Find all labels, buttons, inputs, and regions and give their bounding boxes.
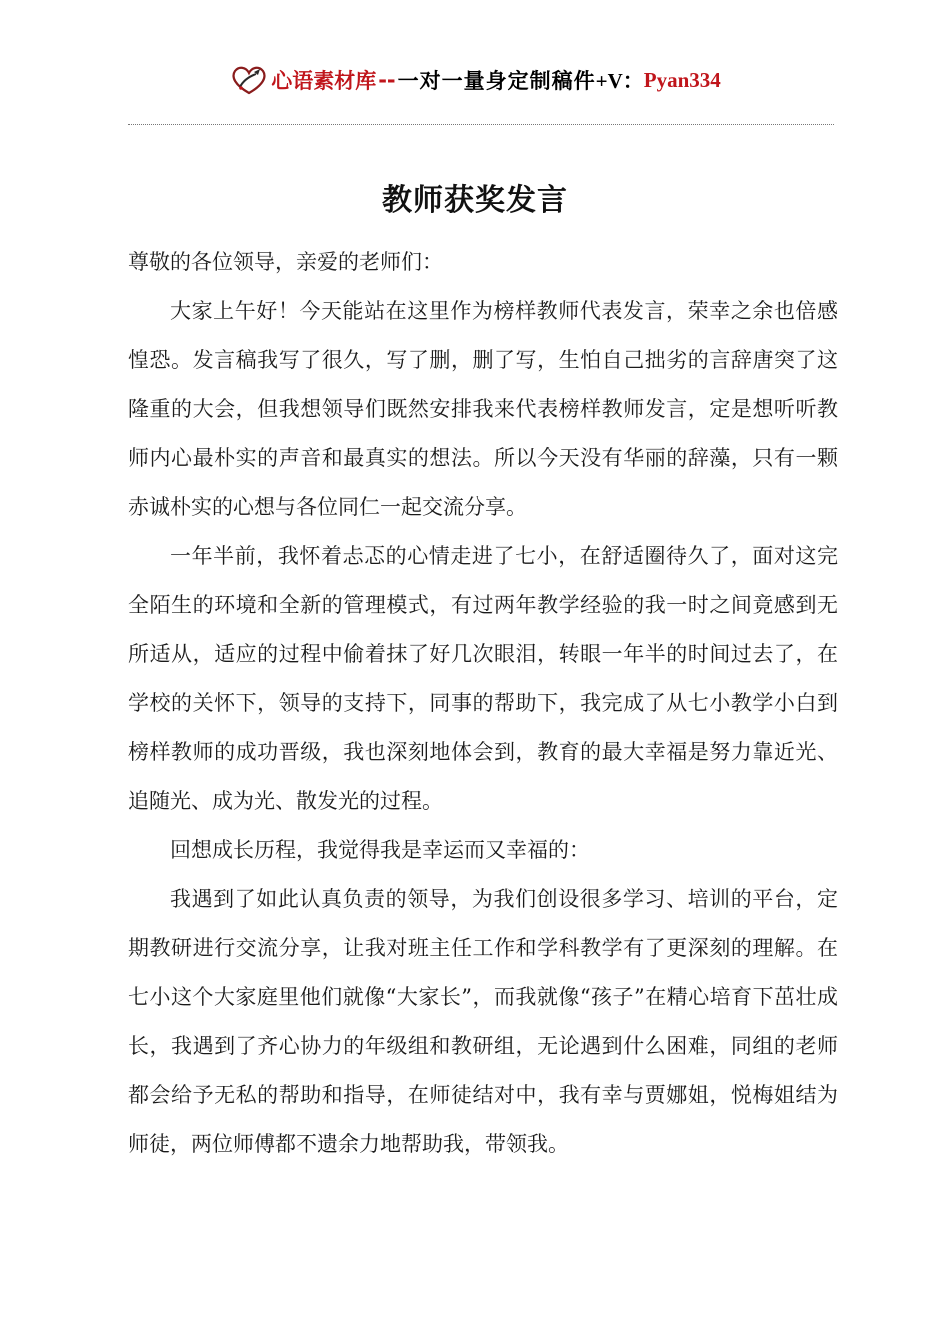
document-body [128, 238, 838, 1169]
paragraph: 回想成长历程，我觉得我是幸运而又幸福的： [170, 838, 590, 862]
contact-label: +V： [595, 69, 644, 93]
paragraph: 一年半前，我怀着忐忑的心情走进了七小，在舒适圈待久了，面对这完全陌生的环境和全新的管理模式，有过两年教学经验的我一时之间竟感到无所适从，适应的过程中偷着抹了好几次眼泪，转眼一年半的时间过去了，在学校的关怀下，领导的支持下，同事的帮助下，我完成了从七小教学小白到榜样教师的成功晋级，我也深刻地体会到，教育的最大幸福是努力靠近光、追随光、成为光、散发光的过程。 [128, 544, 838, 813]
header-divider [128, 124, 834, 125]
salutation: 尊敬的各位领导，亲爱的老师们： [128, 250, 443, 274]
page-header [0, 62, 950, 98]
heart-pen-logo-icon [229, 63, 269, 97]
brand-name: 心语素材库 [271, 68, 377, 93]
paragraph: 大家上午好！今天能站在这里作为榜样教师代表发言，荣幸之余也倍感惶恐。发言稿我写了很久，写了删，删了写，生怕自己拙劣的言辞唐突了这隆重的大会，但我想领导们既然安排我来代表榜样教师发言，定是想听听教师内心最朴实的声音和最真实的想法。所以今天没有华丽的辞藻，只有一颗赤诚朴实的心想与各位同仁一起交流分享。 [128, 299, 838, 519]
document-title: 教师获奖发言 [382, 183, 568, 218]
header-slogan: 一对一量身定制稿件 [397, 68, 596, 93]
contact-id: Pyan334 [643, 67, 721, 92]
paragraph: 我遇到了如此认真负责的领导，为我们创设很多学习、培训的平台，定期教研进行交流分享，让我对班主任工作和学科教学有了更深刻的理解。在七小这个大家庭里他们就像“大家长”，而我就像“孩子”在精心培育下茁壮成长，我遇到了齐心协力的年级组和教研组，无论遇到什么困难，同组的老师都会给予无私的帮助和指导，在师徒结对中，我有幸与贾娜姐，悦梅姐结为师徒，两位师傅都不遗余力地帮助我，带领我。 [128, 887, 838, 1156]
header-separator: -- [378, 68, 396, 92]
